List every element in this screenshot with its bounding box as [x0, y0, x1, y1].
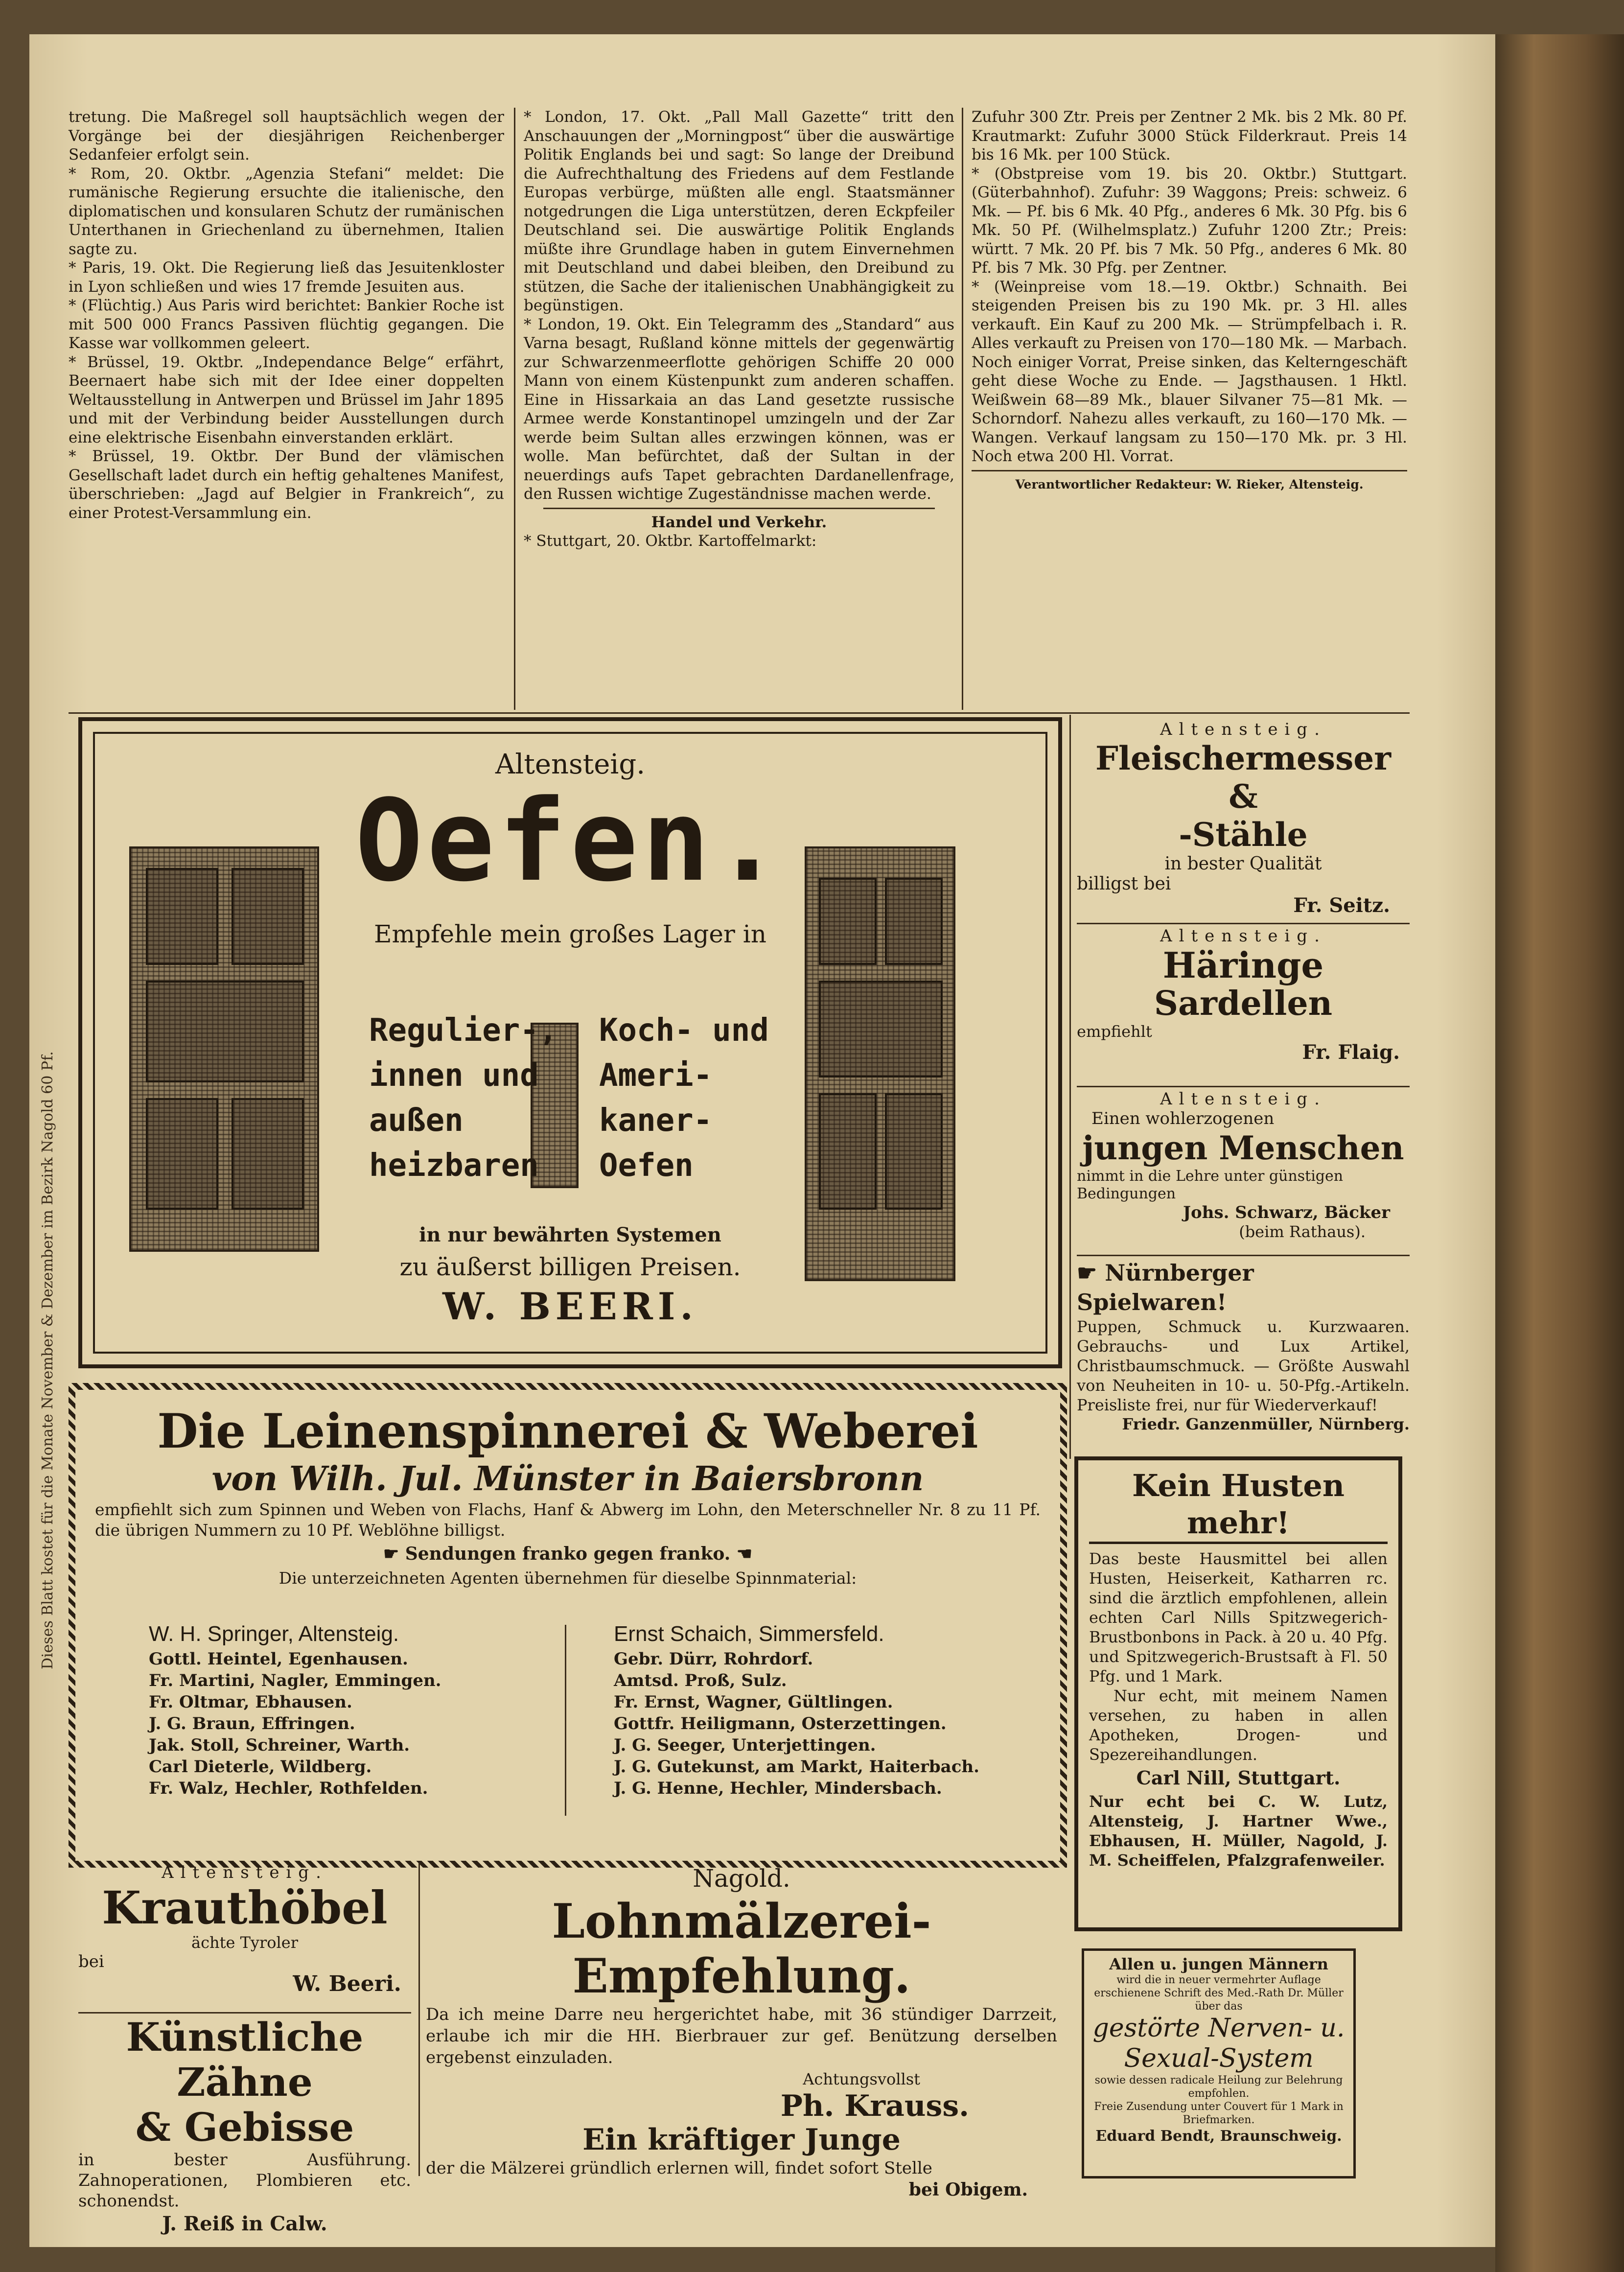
husten-body2: Nur echt, mit meinem Namen versehen, zu haben in allen Apotheken, Drogen- und Spezereihandlungen.	[1089, 1686, 1388, 1764]
oefen-firm: W. BEERI.	[442, 1285, 698, 1328]
nerven-line1: Allen u. jungen Männern	[1109, 1955, 1328, 1973]
col3-paragraph: * (Weinpreise vom 18.—19. Oktbr.) Schnaith. Bei steigenden Preisen bis zu 190 Mk. pr. 3 Hl. alles verkauft. Ein Kauf zu 200 Mk. — Strümpfelbach i. R. Alles verkauft zu Preisen von 170—180 Mk. — Marbach. Noch einiger Vorrat, Preise sinken, das Kelterngeschäft geht diese Woche zu Ende. — Jagsthausen. 1 Hktl. Weißwein 68—89 Mk., blauer Silvaner 75—81 Mk. — Schorndorf. Nahezu alles verkauft, zu 160—170 Mk. — Wangen. Verkauf langsam zu 150—170 Mk. pr. 3 Hl. Noch etwa 200 Hl. Vorrat.	[972, 278, 1407, 465]
spiel-title-text: Nürnberger Spielwaren!	[1077, 1260, 1254, 1315]
spiel-title	[1077, 1258, 1410, 1317]
column-2	[524, 108, 954, 551]
ad-lohnmaelzerei	[426, 1863, 1057, 2200]
oefen-left-4: heizbaren	[369, 1148, 539, 1184]
col3-paragraph: * (Obstpreise vom 19. bis 20. Oktbr.) Stuttgart. (Güterbahnhof). Zufuhr: 39 Waggons; Preis: schweiz. 6 Mk. — Pf. bis 6 Mk. 40 Pfg., anderes 6 Mk. 30 Pfg. bis 6 Mk. 50 Pf. (Wilhelmsplatz.) Zufuhr 1200 Ztr.; Preis: württ. 7 Mk. 20 Pf. bis 7 Mk. 50 Pfg., anderes 6 Mk. 80 Pf. bis 7 Mk. 30 Pfg. per Zentner.	[972, 164, 1407, 277]
pointing-hand-icon: ☛	[383, 1544, 405, 1564]
agent-line: J. G. Seeger, Unterjettingen.	[614, 1735, 876, 1755]
col1-paragraph: * Rom, 20. Oktbr. „Agenzia Stefani“ meldet: Die rumänische Regierung ersuchte die italienische, den diplomatischen und konsularen Schutz der rumänischen Unterthanen in Griechenland zu übernehmen, Italien sagte zu.	[69, 164, 504, 258]
agent-line: J. G. Henne, Hechler, Mindersbach.	[614, 1779, 942, 1798]
mensch-place: Altensteig.	[1160, 1089, 1326, 1109]
haering-firm: Fr. Flaig.	[1302, 1041, 1400, 1064]
agent-line: J. G. Braun, Effringen.	[149, 1714, 355, 1733]
agent-line: Fr. Martini, Nagler, Emmingen.	[149, 1671, 441, 1690]
ad-nerven-system	[1082, 1948, 1356, 2178]
nerven-line2: wird die in neuer vermehrter Auflage erschienene Schrift des Med.-Rath Dr. Müller über das	[1094, 1974, 1344, 2013]
malz-body2: der die Mälzerei gründlich erlernen will, findet sofort Stelle	[426, 2158, 932, 2178]
leinen-line3: Die unterzeichneten Agenten übernehmen für dieselbe Spinnmaterial:	[278, 1569, 857, 1588]
leinen-title: Die Leinenspinnerei & Weberei	[157, 1404, 978, 1459]
col1-paragraph: * Paris, 19. Okt. Die Regierung ließ das Jesuitenkloster in Lyon schließen und wies 17 fremde Jesuiten aus.	[69, 259, 504, 296]
leinen-line2-text: Sendungen franko gegen franko.	[405, 1544, 731, 1564]
editor-line: Verantwortlicher Redakteur: W. Rieker, Altensteig.	[1015, 477, 1364, 492]
ad-krauthoebel	[78, 1863, 411, 2010]
mensch-title: jungen Menschen	[1082, 1129, 1404, 1167]
oefen-right-3: kaner-	[599, 1102, 713, 1139]
ad-kuenstliche-zaehne	[78, 2014, 411, 2235]
haering-line1: empfiehlt	[1077, 1022, 1152, 1041]
zaehne-firm: J. Reiß in Calw.	[162, 2212, 327, 2235]
side-note: Dieses Blatt kostet für die Monate November & Dezember im Bezirk Nagold 60 Pf.	[39, 1051, 56, 1669]
ad-oefen	[78, 717, 1062, 1368]
pointing-hand-icon: ☚	[730, 1544, 753, 1564]
leinen-agents-left	[149, 1620, 550, 1799]
book-spine	[1495, 34, 1624, 2272]
ad-jungen-menschen	[1077, 1089, 1410, 1256]
column-rule	[962, 108, 963, 710]
col2-paragraph: * Stuttgart, 20. Oktbr. Kartoffelmarkt:	[524, 532, 817, 550]
agent-line: J. G. Gutekunst, am Markt, Haiterbach.	[614, 1757, 979, 1777]
stove-illustration-left	[129, 846, 319, 1252]
spiel-body: Puppen, Schmuck u. Kurzwaaren. Gebrauchs- und Lux Artikel, Christbaumschmuck. — Größte Auswahl von Neuheiten in 10- u. 50-Pfg.-Artikeln. Preisliste frei, nur für Wiederverkauf!	[1077, 1317, 1410, 1414]
nerven-script: gestörte Nerven- u. Sexual-System	[1092, 2014, 1345, 2073]
malz-title: Lohnmälzerei-Empfehlung.	[552, 1894, 931, 2004]
leinen-line1: empfiehlt sich zum Spinnen und Weben von Flachs, Hanf & Abwerg im Lohn, den Meterschneller Nr. 8 zu 11 Pf. die übrigen Nummern zu 10 Pf. Weblöhne billigst.	[95, 1500, 1041, 1540]
agent-line: Gebr. Dürr, Rohrdorf.	[614, 1649, 813, 1669]
ad-spielwaren	[1077, 1258, 1410, 1449]
agents-divider	[565, 1625, 566, 1816]
malz-body3: bei Obigem.	[908, 2179, 1028, 2200]
stove-illustration-right	[805, 846, 955, 1281]
leinen-line2	[95, 1541, 1041, 1567]
malz-sign: Achtungsvollst	[803, 2070, 920, 2088]
haering-title-2: Sardellen	[1154, 984, 1333, 1023]
fleisch-firm: Fr. Seitz.	[1293, 894, 1390, 917]
fleisch-place: Altensteig.	[1160, 720, 1326, 739]
fleisch-title-1: Fleischermesser &	[1095, 739, 1391, 816]
ad-oefen-inner-frame	[93, 732, 1047, 1354]
husten-body: Das beste Hausmittel bei allen Husten, Heiserkeit, Katharren rc. sind die ärztlich empfohlenen, allein echten Carl Nills Spitzwegerich-Brustbonbons in Pack. à 20 u. 40 Pfg. und Spitzwegerich-Brustsaft à Fl. 50 Pfg. und 1 Mark.	[1089, 1549, 1388, 1686]
agent-line: Fr. Oltmar, Ebhausen.	[149, 1692, 352, 1712]
col2-paragraph: * London, 17. Okt. „Pall Mall Gazette“ tritt den Anschauungen der „Morningpost“ über die auswärtige Politik Englands bei und sagt: So lange der Dreibund die Aufrechthaltung des Friedens auf dem Festlande Europas verbürge, müßten alle engl. Staatsmänner notgedrungen die Liga unterstützen, deren Eckpfeiler Deutschland sei. Die auswärtige Politik Englands müßte ihre Grundlage haben in gutem Einvernehmen mit Deutschland und dabei bleiben, den Dreibund zu stützen, die Sache der italienischen Unabhängigkeit zu begünstigen.	[524, 108, 954, 314]
zaehne-title-1: Künstliche Zähne	[126, 2014, 364, 2105]
leinen-left-head: W. H. Springer, Altensteig.	[149, 1622, 399, 1646]
ad-kein-husten	[1074, 1456, 1402, 1931]
malz-firm: Ph. Krauss.	[780, 2089, 969, 2123]
col1-paragraph: * Brüssel, 19. Oktbr. „Independance Belge“ erfährt, Beernaert habe sich mit der Idee einer doppelten Weltausstellung in Antwerpen und Brüssel im Jahr 1895 und mit der Verbindung beider Ausstellungen durch eine elektrische Eisenbahn einverstanden erklärt.	[69, 353, 504, 446]
col2-paragraph: * London, 19. Okt. Ein Telegramm des „Standard“ aus Varna besagt, Rußland könne mittels der gegenwärtig zur Schwarzenmeerflotte gehörigen Schiffe 20 000 Mann von einem Küstenpunkt zum anderen schaffen. Eine in Hissarkaia an das Land gesetzte russische Armee werde Konstantinopel umzingeln und der Zar werde beim Sultan alles erzwingen können, was er wolle. Man befürchtet, daß der Sultan in der neuerdings aufs Tapet gebrachten Dardanellenfrage, den Russen wichtige Zugeständnisse machen werde.	[524, 315, 954, 503]
husten-title: Kein Husten mehr!	[1089, 1467, 1388, 1544]
nerven-line4: Freie Zusendung unter Couvert für 1 Mark in Briefmarken.	[1094, 2101, 1344, 2126]
mensch-line1: Einen wohlerzogenen	[1091, 1109, 1275, 1128]
agent-line: Gottfr. Heiligmann, Osterzettingen.	[614, 1714, 947, 1733]
leinen-right-head: Ernst Schaich, Simmersfeld.	[614, 1622, 884, 1646]
fleisch-title-2: -Stähle	[1179, 816, 1308, 854]
page-rule	[69, 712, 1410, 714]
husten-body3: Nur echt bei C. W. Lutz, Altensteig, J. Hartner Wwe., Ebhausen, H. Müller, Nagold, J. M. Scheiffelen, Pfalzgrafenweiler.	[1089, 1792, 1388, 1870]
ad-leinenspinnerei	[69, 1383, 1067, 1868]
column-1	[69, 108, 504, 522]
oefen-right-4: Oefen	[599, 1148, 694, 1184]
col1-paragraph: * Brüssel, 19. Oktbr. Der Bund der vlämischen Gesellschaft ladet durch ein heftig gehaltenes Manifest, überschrieben: „Jagd auf Belgier in Frankreich“, zu einer Protest-Versammlung ein.	[69, 447, 504, 522]
fleisch-line2: billigst bei	[1077, 874, 1171, 894]
section-rule	[972, 470, 1407, 471]
spiel-firm: Friedr. Ganzenmüller, Nürnberg.	[1122, 1415, 1410, 1433]
section-rule	[543, 508, 935, 509]
kraut-line1: ächte Tyroler	[191, 1933, 299, 1952]
agent-line: Amtsd. Proß, Sulz.	[614, 1671, 787, 1690]
newspaper-page	[29, 34, 1495, 2247]
oefen-left-text	[369, 1008, 557, 1188]
column-rule	[418, 1863, 420, 2176]
column-rule	[1069, 715, 1071, 1459]
haering-title-1: Häringe	[1162, 944, 1324, 986]
agent-line: Fr. Walz, Hechler, Rothfelden.	[149, 1779, 428, 1798]
oefen-left-2: innen und	[369, 1057, 539, 1094]
col3-paragraph: Zufuhr 300 Ztr. Preis per Zentner 2 Mk. bis 2 Mk. 80 Pf. Krautmarkt: Zufuhr 3000 Stück Filderkraut. Preis 14 bis 16 Mk. per 100 Stück.	[972, 108, 1407, 164]
col1-paragraph: tretung. Die Maßregel soll hauptsächlich wegen der Vorgänge bei der diesjährigen Reichenberger Sedanfeier erfolgt sein.	[69, 108, 504, 164]
leinen-agents-right	[614, 1620, 1030, 1799]
pointing-hand-icon: ☛	[1077, 1260, 1105, 1286]
oefen-line2: in nur bewährten Systemen	[419, 1223, 721, 1246]
oefen-line1: Empfehle mein großes Lager in	[374, 920, 766, 948]
zaehne-body: in bester Ausführung. Zahnoperationen, Plombieren etc. schonendst.	[78, 2150, 411, 2211]
oefen-line3: zu äußerst billigen Preisen.	[399, 1253, 741, 1281]
oefen-right-text	[599, 1008, 769, 1188]
kraut-firm: W. Beeri.	[293, 1971, 401, 1996]
malz-body: Da ich meine Darre neu hergerichtet habe, mit 36 stündiger Darrzeit, erlaube ich mir die HH. Bierbrauer zur gef. Benützung derselben ergebenst einzuladen.	[426, 2005, 1057, 2067]
oefen-title: Oefen.	[355, 776, 786, 907]
oefen-place: Altensteig.	[495, 749, 645, 780]
husten-firm: Carl Nill, Stuttgart.	[1136, 1767, 1341, 1789]
mensch-line2: nimmt in die Lehre unter günstigen Bedingungen	[1077, 1168, 1344, 1202]
section-heading: Handel und Verkehr.	[651, 513, 827, 531]
malz-place: Nagold.	[693, 1864, 790, 1893]
oefen-right-2: Ameri-	[599, 1057, 713, 1094]
malz-title2: Ein kräftiger Junge	[582, 2123, 901, 2157]
ad-haeringe	[1077, 926, 1410, 1088]
haering-place: Altensteig.	[1160, 926, 1326, 946]
agent-line: Fr. Ernst, Wagner, Gültlingen.	[614, 1692, 893, 1712]
leinen-subtitle: von Wilh. Jul. Münster in Baiersbronn	[211, 1459, 924, 1499]
fleisch-line1: in bester Qualität	[1164, 854, 1322, 874]
mensch-firm: Johs. Schwarz, Bäcker	[1183, 1203, 1390, 1222]
oefen-right-1: Koch- und	[599, 1012, 769, 1049]
zaehne-title-2: & Gebisse	[135, 2104, 354, 2150]
oefen-left-3: außen	[369, 1102, 464, 1139]
agent-line: Jak. Stoll, Schreiner, Warth.	[149, 1735, 410, 1755]
mensch-firm2: (beim Rathaus).	[1239, 1222, 1366, 1241]
kraut-place: Altensteig.	[162, 1863, 328, 1882]
oefen-left-1: Regulier-,	[369, 1012, 558, 1049]
col1-paragraph: * (Flüchtig.) Aus Paris wird berichtet: Bankier Roche ist mit 500 000 Francs Passiven flüchtig gegangen. Die Kasse war vollkommen geleert.	[69, 297, 504, 352]
column-3	[972, 108, 1407, 494]
ad-fleischermesser	[1077, 720, 1410, 935]
agent-line: Carl Dieterle, Wildberg.	[149, 1757, 372, 1777]
nerven-line3: sowie dessen radicale Heilung zur Belehrung empfohlen.	[1094, 2074, 1343, 2100]
kraut-title: Krauthöbel	[102, 1881, 388, 1934]
kraut-line2: bei	[78, 1952, 104, 1971]
nerven-firm: Eduard Bendt, Braunschweig.	[1095, 2128, 1342, 2145]
agent-line: Gottl. Heintel, Egenhausen.	[149, 1649, 408, 1669]
column-rule	[514, 108, 515, 710]
